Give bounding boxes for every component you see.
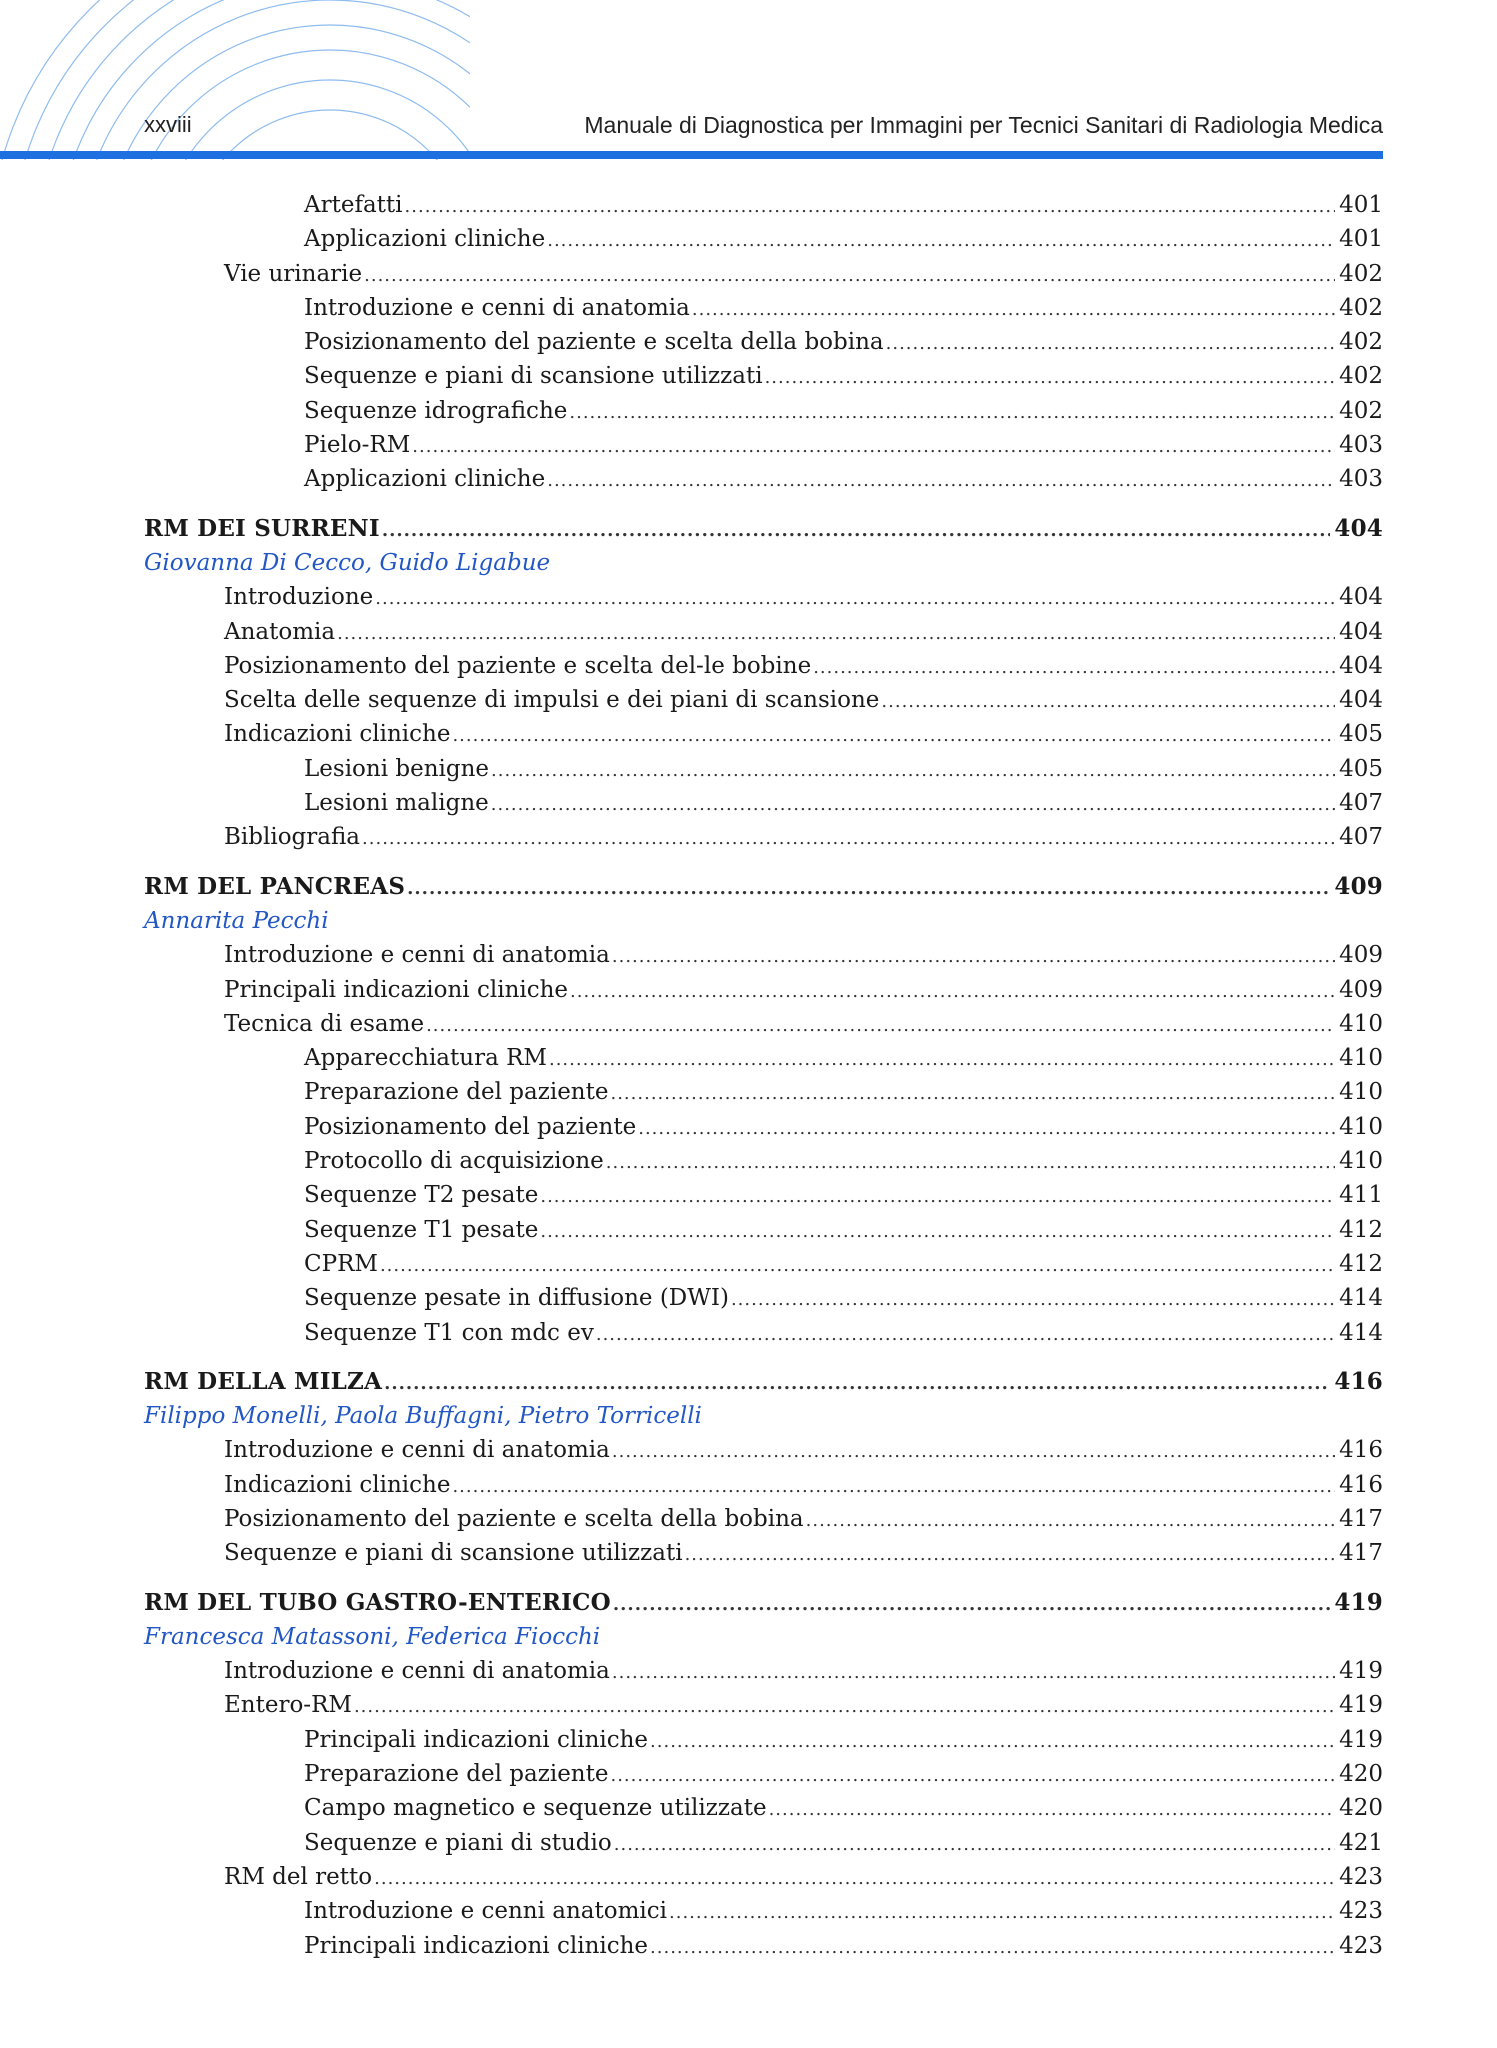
- dot-leader: [685, 1538, 1336, 1572]
- toc-entry-title: Posizionamento del paziente e scelta della bobina: [224, 1505, 804, 1532]
- toc-page-number: 412: [1339, 1250, 1383, 1277]
- toc-page-number: 403: [1339, 432, 1383, 459]
- toc-entry-title: Entero-RM: [224, 1692, 352, 1719]
- dot-leader: [337, 617, 1335, 651]
- toc-page-number: 419: [1339, 1692, 1383, 1719]
- dot-leader: [612, 1656, 1335, 1690]
- toc-page-number: 402: [1339, 397, 1383, 424]
- toc-entry-title: Posizionamento del paziente: [304, 1113, 637, 1140]
- toc-entry-title: Introduzione e cenni di anatomia: [224, 1658, 610, 1685]
- dot-leader: [412, 430, 1335, 464]
- toc-page-number: 410: [1339, 1113, 1383, 1140]
- toc-entry[interactable]: [144, 649, 1383, 683]
- dot-leader: [731, 1283, 1335, 1317]
- toc-entry-title: RM del retto: [224, 1863, 373, 1890]
- chapter-authors: Francesca Matassoni, Federica Fiocchi: [144, 1623, 601, 1650]
- toc-page-number: 404: [1339, 618, 1383, 645]
- dot-leader: [540, 1180, 1335, 1214]
- toc-entry[interactable]: [144, 1433, 1383, 1467]
- table-of-contents: [144, 188, 1383, 1963]
- dot-leader: [813, 651, 1335, 685]
- dot-leader: [650, 1931, 1335, 1965]
- dot-leader: [375, 582, 1335, 616]
- toc-entry-title: Sequenze e piani di scansione utilizzati: [304, 363, 763, 390]
- toc-page-number: 407: [1339, 824, 1383, 851]
- dot-leader: [881, 685, 1335, 719]
- toc-page-number: 401: [1339, 226, 1383, 253]
- toc-entry[interactable]: [144, 786, 1383, 820]
- toc-page-number: 410: [1339, 1079, 1383, 1106]
- toc-entry-title: CPRM: [304, 1250, 378, 1277]
- dot-leader: [407, 872, 1330, 906]
- toc-chapter[interactable]: [144, 1365, 1383, 1399]
- toc-entry[interactable]: [144, 359, 1383, 393]
- toc-page-number: 405: [1339, 721, 1383, 748]
- toc-entry[interactable]: [144, 1041, 1383, 1075]
- toc-page-number: 414: [1339, 1285, 1383, 1312]
- toc-page-number: 407: [1339, 790, 1383, 817]
- toc-entry-title: Sequenze T1 con mdc ev: [304, 1319, 594, 1346]
- dot-leader: [380, 1249, 1335, 1283]
- dot-leader: [452, 1470, 1335, 1504]
- dot-leader: [606, 1146, 1335, 1180]
- toc-page-number: 403: [1339, 466, 1383, 493]
- toc-page-number: 420: [1339, 1795, 1383, 1822]
- dot-leader: [405, 190, 1336, 224]
- toc-page-number: 410: [1339, 1148, 1383, 1175]
- toc-chapter[interactable]: [144, 512, 1383, 546]
- toc-entry[interactable]: [144, 820, 1383, 854]
- toc-entry[interactable]: [144, 938, 1383, 972]
- toc-entry[interactable]: [144, 615, 1383, 649]
- dot-leader: [540, 1215, 1335, 1249]
- toc-entry-title: Tecnica di esame: [224, 1010, 425, 1037]
- toc-entry[interactable]: [144, 973, 1383, 1007]
- toc-page-number: 417: [1339, 1505, 1383, 1532]
- toc-page-number: 419: [1339, 1658, 1383, 1685]
- toc-page-number: 410: [1339, 1010, 1383, 1037]
- toc-entry[interactable]: [144, 683, 1383, 717]
- toc-page-number: 419: [1339, 1726, 1383, 1753]
- dot-leader: [613, 1588, 1330, 1622]
- toc-page-number: 423: [1339, 1863, 1383, 1890]
- dot-leader: [547, 224, 1335, 258]
- toc-entry[interactable]: [144, 1502, 1383, 1536]
- toc-entry-title: Sequenze pesate in diffusione (DWI): [304, 1285, 729, 1312]
- toc-entry-title: Introduzione e cenni di anatomia: [224, 1437, 610, 1464]
- toc-entry[interactable]: [144, 752, 1383, 786]
- toc-entry-title: Bibliografia: [224, 824, 361, 851]
- toc-entry[interactable]: [144, 291, 1383, 325]
- toc-entry[interactable]: [144, 1144, 1383, 1178]
- toc-page-number: 402: [1339, 363, 1383, 390]
- toc-page-number: 416: [1339, 1437, 1383, 1464]
- toc-entry-title: Applicazioni cliniche: [304, 226, 546, 253]
- toc-page-number: 409: [1339, 942, 1383, 969]
- toc-page-number: 409: [1339, 976, 1383, 1003]
- dot-leader: [769, 1793, 1336, 1827]
- toc-entry[interactable]: [144, 1929, 1383, 1963]
- toc-entry-title: RM DEL TUBO GASTRO-ENTERICO: [144, 1588, 611, 1616]
- dot-leader: [426, 1009, 1335, 1043]
- toc-page-number: 405: [1339, 755, 1383, 782]
- toc-page-number: 411: [1339, 1182, 1383, 1209]
- chapter-authors: Giovanna Di Cecco, Guido Ligabue: [144, 549, 551, 576]
- toc-entry-title: Anatomia: [224, 618, 336, 645]
- toc-entry[interactable]: [144, 462, 1383, 496]
- toc-entry[interactable]: [144, 394, 1383, 428]
- header-rule: [0, 151, 1383, 159]
- toc-page-number: 416: [1334, 1367, 1383, 1395]
- toc-page-number: 410: [1339, 1045, 1383, 1072]
- toc-page-number: 402: [1339, 260, 1383, 287]
- toc-page-number: 416: [1339, 1471, 1383, 1498]
- toc-page-number: 404: [1339, 687, 1383, 714]
- toc-entry-title: Pielo-RM: [304, 432, 411, 459]
- toc-page-number: 404: [1334, 514, 1383, 542]
- toc-entry-title: Artefatti: [304, 192, 403, 218]
- toc-entry-title: Principali indicazioni cliniche: [304, 1932, 649, 1959]
- toc-entry-title: Lesioni maligne: [304, 790, 489, 817]
- dot-leader: [384, 1367, 1330, 1401]
- page-number: xxviii: [144, 112, 192, 137]
- dot-leader: [452, 719, 1335, 753]
- toc-entry[interactable]: [144, 1178, 1383, 1212]
- toc-page-number: 402: [1339, 294, 1383, 321]
- toc-entry-title: Apparecchiatura RM: [304, 1045, 547, 1072]
- chapter-authors: Annarita Pecchi: [144, 907, 329, 934]
- dot-leader: [382, 514, 1331, 548]
- toc-entry-title: Scelta delle sequenze di impulsi e dei piani di scansione: [224, 687, 880, 714]
- toc-page-number: 414: [1339, 1319, 1383, 1346]
- toc-entry[interactable]: [144, 222, 1383, 256]
- toc-entry[interactable]: [144, 1110, 1383, 1144]
- toc-entry-title: Posizionamento del paziente e scelta della bobina: [304, 329, 884, 356]
- dot-leader: [765, 361, 1336, 395]
- toc-entry[interactable]: [144, 1791, 1383, 1825]
- toc-entry-title: Sequenze T1 pesate: [304, 1216, 539, 1243]
- dot-leader: [610, 1077, 1335, 1111]
- toc-entry[interactable]: [144, 1247, 1383, 1281]
- toc-entry-title: Principali indicazioni cliniche: [304, 1726, 649, 1753]
- toc-page-number: 423: [1339, 1898, 1383, 1925]
- toc-page-number: 409: [1334, 872, 1383, 900]
- toc-entry[interactable]: [144, 428, 1383, 462]
- toc-entry-title: Protocollo di acquisizione: [304, 1148, 604, 1175]
- dot-leader: [491, 754, 1335, 788]
- dot-leader: [610, 1759, 1335, 1793]
- dot-leader: [806, 1504, 1335, 1538]
- dot-leader: [362, 822, 1335, 856]
- toc-entry-title: Principali indicazioni cliniche: [224, 976, 569, 1003]
- toc-entry[interactable]: [144, 1468, 1383, 1502]
- toc-entry[interactable]: [144, 717, 1383, 751]
- toc-entry-title: Introduzione e cenni di anatomia: [304, 294, 690, 321]
- dot-leader: [374, 1862, 1335, 1896]
- dot-leader: [547, 464, 1335, 498]
- toc-entry[interactable]: [144, 1281, 1383, 1315]
- toc-page-number: 417: [1339, 1540, 1383, 1567]
- toc-entry[interactable]: [144, 1654, 1383, 1688]
- toc-entry-title: RM DELLA MILZA: [144, 1367, 383, 1395]
- toc-entry-title: Sequenze T2 pesate: [304, 1182, 539, 1209]
- toc-page-number: 402: [1339, 329, 1383, 356]
- dot-leader: [886, 327, 1335, 361]
- dot-leader: [669, 1896, 1335, 1930]
- toc-entry-title: Introduzione e cenni di anatomia: [224, 942, 610, 969]
- dot-leader: [549, 1043, 1335, 1077]
- toc-entry-title: RM DEI SURRENI: [144, 514, 380, 542]
- toc-entry-title: Introduzione e cenni anatomici: [304, 1898, 668, 1925]
- toc-entry[interactable]: [144, 1316, 1383, 1350]
- toc-entry[interactable]: [144, 1894, 1383, 1928]
- toc-chapter[interactable]: [144, 1586, 1383, 1620]
- toc-chapter[interactable]: [144, 870, 1383, 904]
- toc-page-number: 404: [1339, 652, 1383, 679]
- toc-page-number: 420: [1339, 1761, 1383, 1788]
- toc-entry-title: Introduzione: [224, 584, 374, 611]
- toc-entry[interactable]: [144, 1757, 1383, 1791]
- toc-entry-title: Preparazione del paziente: [304, 1761, 609, 1788]
- dot-leader: [692, 293, 1335, 327]
- dot-leader: [596, 1318, 1335, 1352]
- dot-leader: [638, 1112, 1335, 1146]
- toc-entry[interactable]: [144, 188, 1383, 222]
- toc-page-number: 401: [1339, 192, 1383, 218]
- toc-page-number: 412: [1339, 1216, 1383, 1243]
- dot-leader: [612, 1435, 1335, 1469]
- toc-entry-title: Sequenze e piani di scansione utilizzati: [224, 1540, 683, 1567]
- toc-entry-title: Sequenze e piani di studio: [304, 1829, 612, 1856]
- dot-leader: [569, 396, 1335, 430]
- toc-entry[interactable]: [144, 1075, 1383, 1109]
- dot-leader: [570, 975, 1335, 1009]
- dot-leader: [614, 1828, 1335, 1862]
- toc-entry-title: Lesioni benigne: [304, 755, 490, 782]
- toc-entry[interactable]: [144, 1723, 1383, 1757]
- page-header: [0, 112, 1383, 146]
- toc-entry[interactable]: [144, 1860, 1383, 1894]
- toc-entry[interactable]: [144, 1688, 1383, 1722]
- toc-entry[interactable]: [144, 257, 1383, 291]
- toc-page-number: 423: [1339, 1932, 1383, 1959]
- toc-entry[interactable]: [144, 325, 1383, 359]
- toc-page-number: 421: [1339, 1829, 1383, 1856]
- toc-entry-title: Preparazione del paziente: [304, 1079, 609, 1106]
- toc-page-number: 404: [1339, 584, 1383, 611]
- toc-entry-title: Applicazioni cliniche: [304, 466, 546, 493]
- toc-entry-title: Indicazioni cliniche: [224, 1471, 451, 1498]
- toc-entry-title: Sequenze idrografiche: [304, 397, 568, 424]
- dot-leader: [612, 940, 1335, 974]
- toc-entry[interactable]: [144, 1826, 1383, 1860]
- toc-entry-title: Posizionamento del paziente e scelta del-le bobine: [224, 652, 812, 679]
- toc-page-number: 419: [1334, 1588, 1383, 1616]
- chapter-authors: Filippo Monelli, Paola Buffagni, Pietro Torricelli: [144, 1403, 702, 1430]
- running-title: Manuale di Diagnostica per Immagini per Tecnici Sanitari di Radiologia Medica: [584, 112, 1383, 138]
- toc-entry-title: RM DEL PANCREAS: [144, 872, 406, 900]
- toc-entry[interactable]: [144, 580, 1383, 614]
- toc-entry[interactable]: [144, 1213, 1383, 1247]
- toc-entry-title: Indicazioni cliniche: [224, 721, 451, 748]
- toc-entry[interactable]: [144, 1536, 1383, 1570]
- dot-leader: [491, 788, 1335, 822]
- dot-leader: [650, 1725, 1335, 1759]
- toc-entry-title: Campo magnetico e sequenze utilizzate: [304, 1795, 767, 1822]
- dot-leader: [354, 1690, 1335, 1724]
- toc-entry[interactable]: [144, 1007, 1383, 1041]
- dot-leader: [364, 259, 1335, 293]
- toc-entry-title: Vie urinarie: [224, 260, 363, 287]
